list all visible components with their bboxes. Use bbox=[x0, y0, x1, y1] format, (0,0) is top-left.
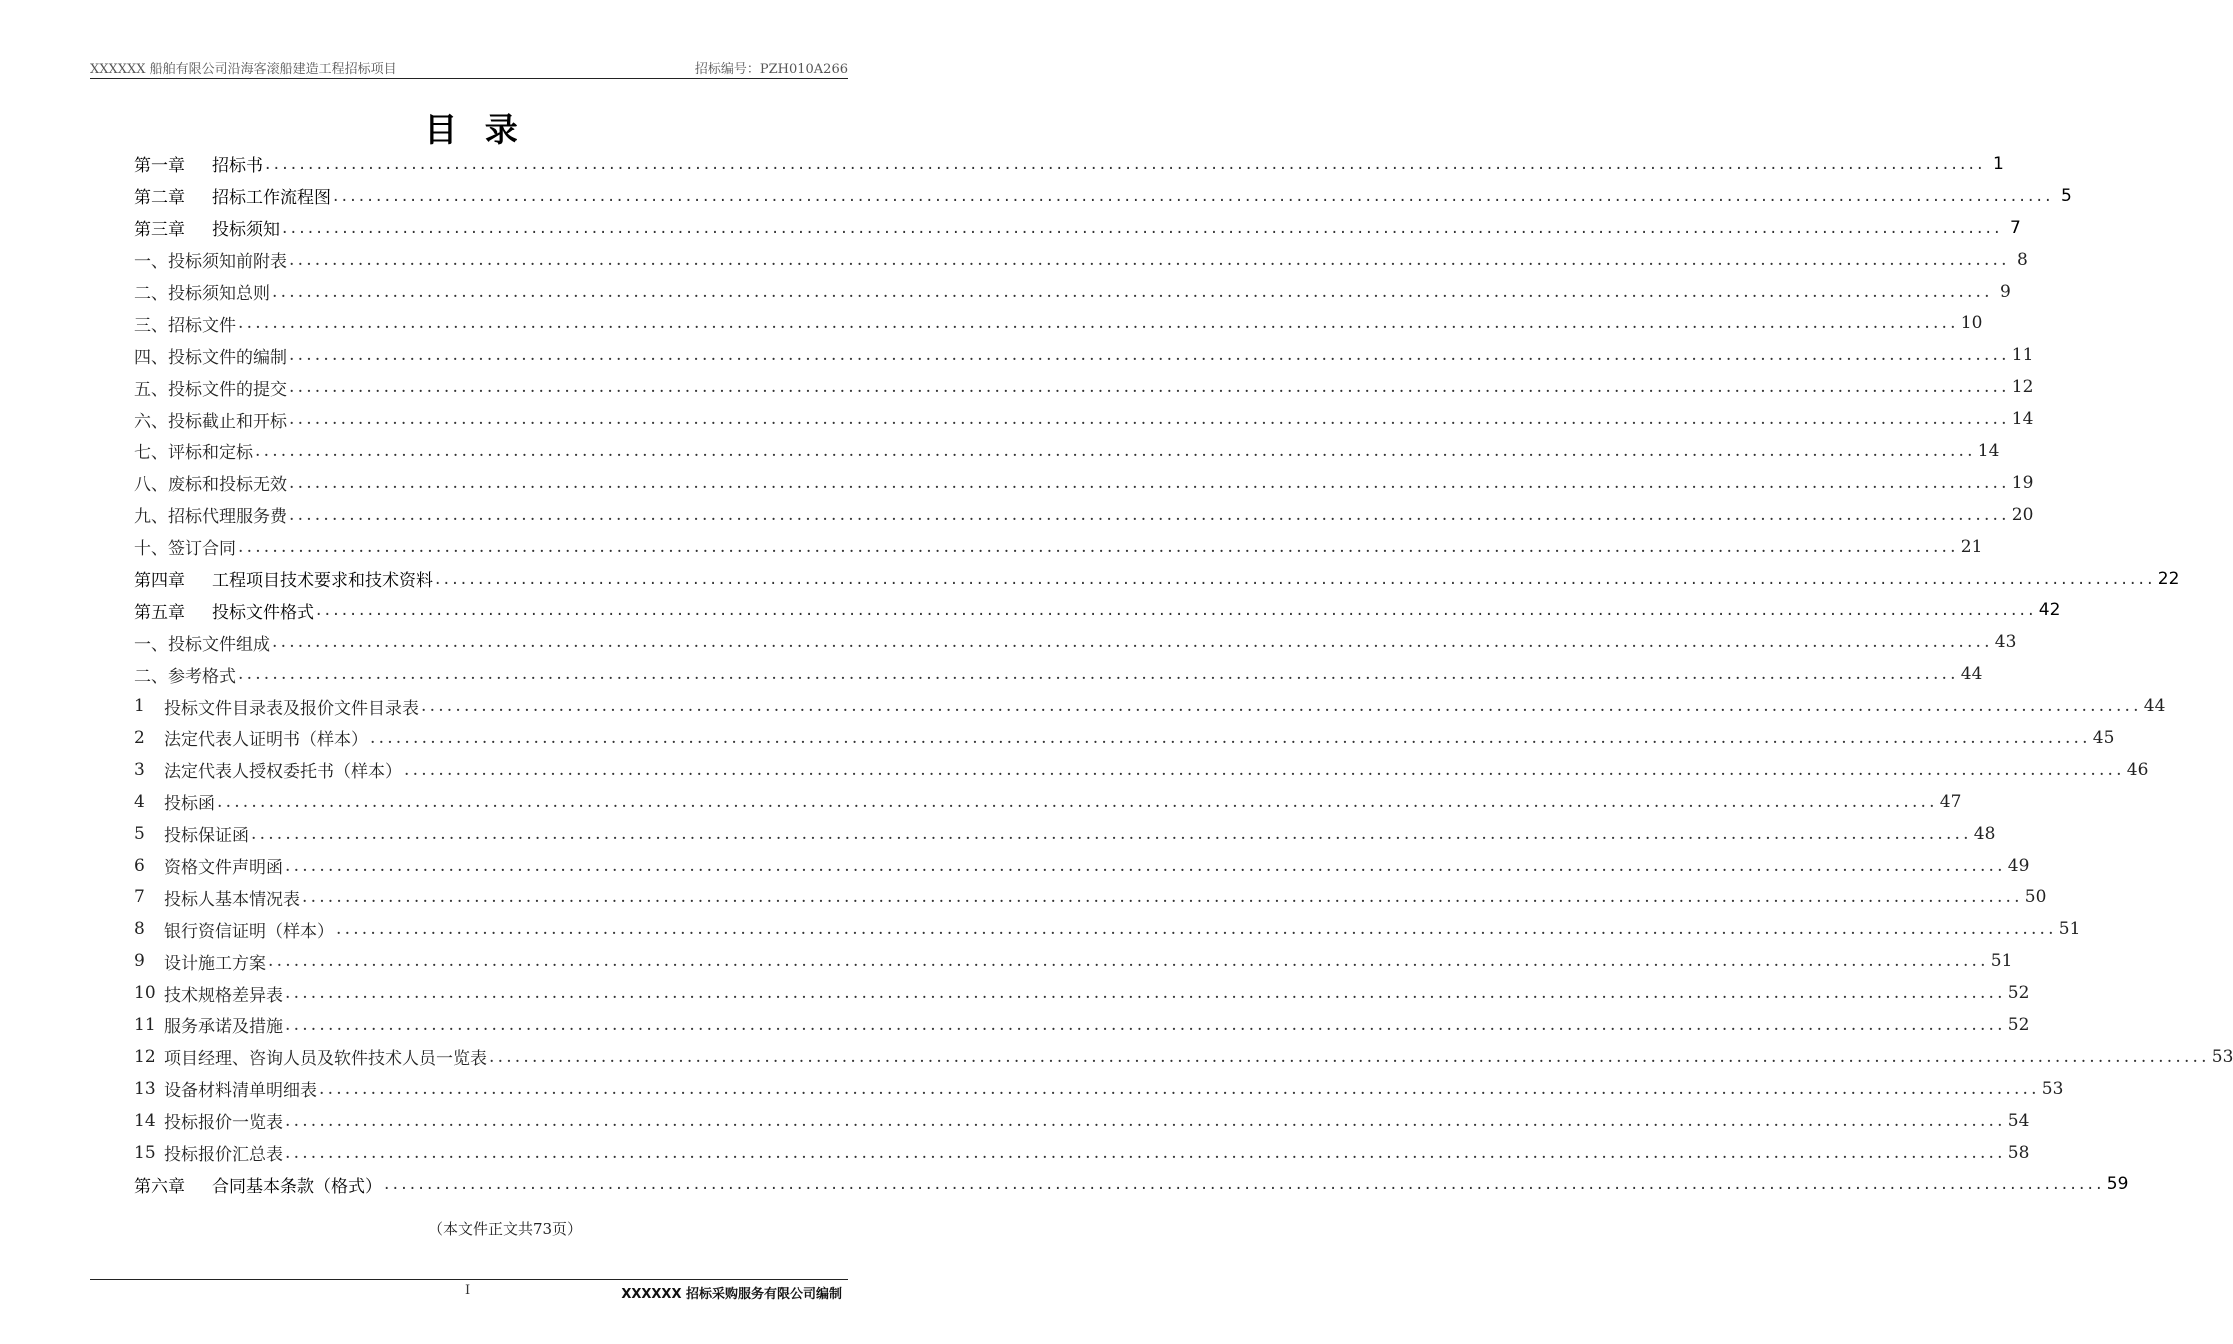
toc-dot-leader: ........................................................................................................................................................................................................ bbox=[316, 600, 2037, 621]
header-project-title: XXXXXX 船舶有限公司沿海客滚船建造工程招标项目 bbox=[90, 62, 397, 77]
toc-entry-title: 二、投标须知总则 bbox=[134, 284, 270, 304]
toc-entry-page: 51 bbox=[2058, 919, 2081, 940]
toc-entry-title: 六、投标截止和开标 bbox=[134, 411, 287, 432]
toc-entry-page: 47 bbox=[1939, 791, 1962, 812]
toc-entry[interactable] bbox=[134, 626, 2017, 658]
toc-entry-number: 第五章 bbox=[134, 602, 185, 623]
toc-entry-page: 58 bbox=[2007, 1142, 2030, 1163]
page-count-note: （本文件正文共73页） bbox=[427, 1220, 583, 1238]
toc-entry-number: 第一章 bbox=[134, 156, 185, 177]
toc-entry-page: 53 bbox=[2041, 1078, 2064, 1099]
toc-entry-title: 技术规格差异表 bbox=[164, 985, 283, 1006]
toc-chapter-entry[interactable] bbox=[134, 594, 2061, 626]
toc-entry[interactable] bbox=[134, 499, 2034, 531]
toc-entry[interactable] bbox=[134, 977, 2030, 1009]
toc-dot-leader: ........................................................................................................................................................................................................ bbox=[289, 504, 2010, 525]
toc-entry[interactable] bbox=[134, 531, 1983, 563]
toc-entry-title: 服务承诺及措施 bbox=[164, 1017, 283, 1038]
toc-entry[interactable] bbox=[134, 1137, 2030, 1169]
toc-entry-title: 设计施工方案 bbox=[164, 953, 266, 974]
toc-entry-page: 42 bbox=[2038, 600, 2061, 621]
toc-entry-number: 6 bbox=[134, 855, 145, 876]
toc-entry[interactable] bbox=[134, 1041, 2233, 1073]
toc-dot-leader: ........................................................................................................................................................................................................ bbox=[336, 919, 2057, 940]
toc-entry-title: 招标书 bbox=[212, 156, 263, 177]
toc-dot-leader: ........................................................................................................................................................................................................ bbox=[238, 536, 1959, 557]
toc-dot-leader: ........................................................................................................................................................................................................ bbox=[421, 696, 2142, 717]
toc-entry[interactable] bbox=[134, 403, 2034, 435]
toc-entry-title: 五、投标文件的提交 bbox=[134, 379, 287, 400]
toc-entry-title: 二、参考格式 bbox=[134, 666, 236, 687]
toc-entry-page: 52 bbox=[2007, 1014, 2030, 1035]
toc-entry-page: 54 bbox=[2007, 1110, 2030, 1131]
toc-entry-page: 43 bbox=[1994, 632, 2017, 653]
toc-dot-leader: ........................................................................................................................................................................................................ bbox=[285, 1110, 2006, 1131]
toc-entry-title: 资格文件声明函 bbox=[164, 858, 283, 879]
toc-entry-number: 3 bbox=[134, 759, 145, 780]
toc-entry-page: 50 bbox=[2024, 887, 2047, 908]
footer-publisher: XXXXXX 招标采购服务有限公司编制 bbox=[621, 1287, 842, 1302]
toc-entry-title: 一、投标文件组成 bbox=[134, 634, 270, 655]
toc-entry-number: 5 bbox=[134, 823, 145, 844]
toc-entry-page: 51 bbox=[1990, 951, 2013, 972]
toc-dot-leader: ........................................................................................................................................................................................................ bbox=[319, 1078, 2040, 1099]
toc-entry[interactable] bbox=[134, 1105, 2030, 1137]
toc-dot-leader: ........................................................................................................................................................................................................ bbox=[285, 983, 2006, 1004]
toc-entry-title: 投标文件格式 bbox=[212, 602, 314, 623]
toc-entry-title: 八、废标和投标无效 bbox=[134, 475, 287, 496]
toc-entry-page: 20 bbox=[2011, 504, 2034, 525]
toc-entry[interactable] bbox=[134, 913, 2081, 945]
toc-entry-title: 投标报价一览表 bbox=[164, 1113, 283, 1134]
toc-dot-leader: ........................................................................................................................................................................................................ bbox=[272, 632, 1993, 653]
toc-chapter-entry[interactable] bbox=[134, 1169, 2129, 1201]
toc-entry[interactable] bbox=[134, 722, 2115, 754]
toc-entry-page: 59 bbox=[2106, 1174, 2129, 1195]
table-of-contents bbox=[134, 148, 2233, 1200]
toc-entry[interactable] bbox=[134, 276, 2011, 308]
toc-entry-number: 12 bbox=[134, 1046, 156, 1067]
toc-entry-title: 投标文件目录表及报价文件目录表 bbox=[164, 698, 419, 719]
toc-entry-page: 49 bbox=[2007, 855, 2030, 876]
toc-dot-leader: ........................................................................................................................................................................................................ bbox=[238, 664, 1959, 685]
toc-entry-number: 14 bbox=[134, 1110, 156, 1131]
toc-entry-page: 46 bbox=[2126, 759, 2149, 780]
toc-entry-number: 第四章 bbox=[134, 571, 185, 592]
toc-chapter-entry[interactable] bbox=[134, 180, 2072, 212]
toc-entry-title: 项目经理、咨询人员及软件技术人员一览表 bbox=[164, 1049, 487, 1070]
footer-rule bbox=[90, 1279, 848, 1280]
toc-dot-leader: ........................................................................................................................................................................................................ bbox=[302, 887, 2023, 908]
toc-entry-title: 三、招标文件 bbox=[134, 315, 236, 336]
toc-entry-page: 1 bbox=[1992, 153, 2004, 174]
toc-entry-title: 七、评标和定标 bbox=[134, 443, 253, 464]
toc-entry[interactable] bbox=[134, 754, 2149, 786]
toc-entry-number: 1 bbox=[134, 696, 145, 717]
toc-entry-page: 9 bbox=[1999, 281, 2011, 302]
toc-entry-number: 第六章 bbox=[134, 1176, 185, 1197]
toc-entry-number: 11 bbox=[134, 1014, 156, 1035]
toc-entry-title: 投标函 bbox=[164, 794, 215, 815]
toc-entry-page: 48 bbox=[1973, 823, 1996, 844]
toc-entry[interactable] bbox=[134, 850, 2030, 882]
toc-dot-leader: ........................................................................................................................................................................................................ bbox=[255, 440, 1976, 461]
toc-entry-number: 4 bbox=[134, 791, 145, 812]
toc-entry-page: 53 bbox=[2211, 1046, 2233, 1067]
toc-chapter-entry[interactable] bbox=[134, 212, 2021, 244]
header-tender-number: 招标编号：PZH010A266 bbox=[694, 62, 848, 77]
toc-dot-leader: ........................................................................................................................................................................................................ bbox=[285, 1014, 2006, 1035]
toc-entry-number: 2 bbox=[134, 727, 145, 748]
toc-dot-leader: ........................................................................................................................................................................................................ bbox=[370, 727, 2091, 748]
toc-entry[interactable] bbox=[134, 435, 2000, 467]
toc-entry-title: 法定代表人授权委托书（样本） bbox=[164, 762, 402, 783]
toc-dot-leader: ........................................................................................................................................................................................................ bbox=[285, 855, 2006, 876]
toc-entry-page: 21 bbox=[1960, 536, 1983, 557]
toc-entry-page: 19 bbox=[2011, 472, 2034, 493]
toc-entry-page: 14 bbox=[2011, 409, 2034, 430]
toc-entry-number: 第三章 bbox=[134, 220, 185, 241]
toc-entry[interactable] bbox=[134, 467, 2034, 499]
toc-dot-leader: ........................................................................................................................................................................................................ bbox=[265, 153, 1986, 174]
toc-entry-title: 银行资信证明（样本） bbox=[164, 921, 334, 942]
toc-entry-number: 9 bbox=[134, 951, 145, 972]
toc-entry-page: 5 bbox=[2060, 185, 2072, 206]
toc-dot-leader: ........................................................................................................................................................................................................ bbox=[289, 377, 2010, 398]
toc-dot-leader: ........................................................................................................................................................................................................ bbox=[217, 791, 1938, 812]
toc-dot-leader: ........................................................................................................................................................................................................ bbox=[268, 951, 1989, 972]
toc-dot-leader: ........................................................................................................................................................................................................ bbox=[435, 568, 2156, 589]
toc-entry[interactable] bbox=[134, 244, 2028, 276]
toc-entry-title: 合同基本条款（格式） bbox=[212, 1176, 382, 1197]
toc-dot-leader: ........................................................................................................................................................................................................ bbox=[272, 281, 1993, 302]
toc-entry[interactable] bbox=[134, 818, 1996, 850]
toc-entry-title: 十、签订合同 bbox=[134, 539, 236, 560]
toc-entry[interactable] bbox=[134, 371, 2034, 403]
toc-dot-leader: ........................................................................................................................................................................................................ bbox=[282, 217, 2003, 238]
toc-entry-number: 8 bbox=[134, 919, 145, 940]
toc-entry-title: 法定代表人证明书（样本） bbox=[164, 730, 368, 751]
toc-entry[interactable] bbox=[134, 881, 2047, 913]
toc-entry-page: 22 bbox=[2157, 568, 2180, 589]
toc-entry-page: 11 bbox=[2011, 345, 2034, 366]
toc-entry-title: 招标工作流程图 bbox=[212, 188, 331, 209]
toc-entry-page: 44 bbox=[1960, 664, 1983, 685]
toc-entry[interactable] bbox=[134, 339, 2034, 371]
toc-entry-title: 投标报价汇总表 bbox=[164, 1145, 283, 1166]
toc-entry-title: 四、投标文件的编制 bbox=[134, 347, 287, 368]
toc-entry-number: 7 bbox=[134, 887, 145, 908]
toc-entry-page: 8 bbox=[2016, 249, 2028, 270]
toc-dot-leader: ........................................................................................................................................................................................................ bbox=[289, 409, 2010, 430]
toc-entry-title: 工程项目技术要求和技术资料 bbox=[212, 571, 433, 592]
toc-dot-leader: ........................................................................................................................................................................................................ bbox=[238, 313, 1959, 334]
toc-chapter-entry[interactable] bbox=[134, 148, 2004, 180]
header-rule bbox=[90, 78, 848, 79]
toc-dot-leader: ........................................................................................................................................................................................................ bbox=[289, 249, 2010, 270]
toc-entry[interactable] bbox=[134, 658, 1983, 690]
toc-entry-page: 44 bbox=[2143, 696, 2166, 717]
footer-page-number: I bbox=[465, 1283, 471, 1298]
toc-entry-title: 一、投标须知前附表 bbox=[134, 252, 287, 273]
toc-dot-leader: ........................................................................................................................................................................................................ bbox=[251, 823, 1972, 844]
page-title: 目 录 bbox=[424, 110, 526, 149]
toc-dot-leader: ........................................................................................................................................................................................................ bbox=[404, 759, 2125, 780]
toc-dot-leader: ........................................................................................................................................................................................................ bbox=[333, 185, 2054, 206]
toc-dot-leader: ........................................................................................................................................................................................................ bbox=[289, 472, 2010, 493]
toc-entry[interactable] bbox=[134, 786, 1962, 818]
toc-chapter-entry[interactable] bbox=[134, 563, 2180, 595]
toc-entry-title: 投标人基本情况表 bbox=[164, 889, 300, 910]
toc-dot-leader: ........................................................................................................................................................................................................ bbox=[289, 345, 2010, 366]
toc-entry-page: 52 bbox=[2007, 983, 2030, 1004]
toc-entry-number: 15 bbox=[134, 1142, 156, 1163]
toc-entry-number: 13 bbox=[134, 1078, 156, 1099]
toc-entry-title: 九、招标代理服务费 bbox=[134, 507, 287, 528]
toc-entry[interactable] bbox=[134, 1073, 2064, 1105]
page-header bbox=[90, 58, 848, 76]
toc-dot-leader: ........................................................................................................................................................................................................ bbox=[384, 1174, 2105, 1195]
toc-dot-leader: ........................................................................................................................................................................................................ bbox=[489, 1046, 2210, 1067]
toc-entry-title: 设备材料清单明细表 bbox=[164, 1081, 317, 1102]
toc-entry-page: 7 bbox=[2009, 217, 2021, 238]
toc-entry-number: 第二章 bbox=[134, 188, 185, 209]
toc-entry-number: 10 bbox=[134, 983, 156, 1004]
toc-entry-page: 45 bbox=[2092, 727, 2115, 748]
toc-entry[interactable] bbox=[134, 945, 2013, 977]
toc-entry-title: 投标保证函 bbox=[164, 826, 249, 847]
toc-entry[interactable] bbox=[134, 690, 2166, 722]
toc-entry-title: 投标须知 bbox=[212, 220, 280, 241]
toc-entry-page: 12 bbox=[2011, 377, 2034, 398]
toc-entry-page: 10 bbox=[1960, 313, 1983, 334]
toc-entry-page: 14 bbox=[1977, 440, 2000, 461]
toc-dot-leader: ........................................................................................................................................................................................................ bbox=[285, 1142, 2006, 1163]
toc-entry[interactable] bbox=[134, 307, 1983, 339]
toc-entry[interactable] bbox=[134, 1009, 2030, 1041]
